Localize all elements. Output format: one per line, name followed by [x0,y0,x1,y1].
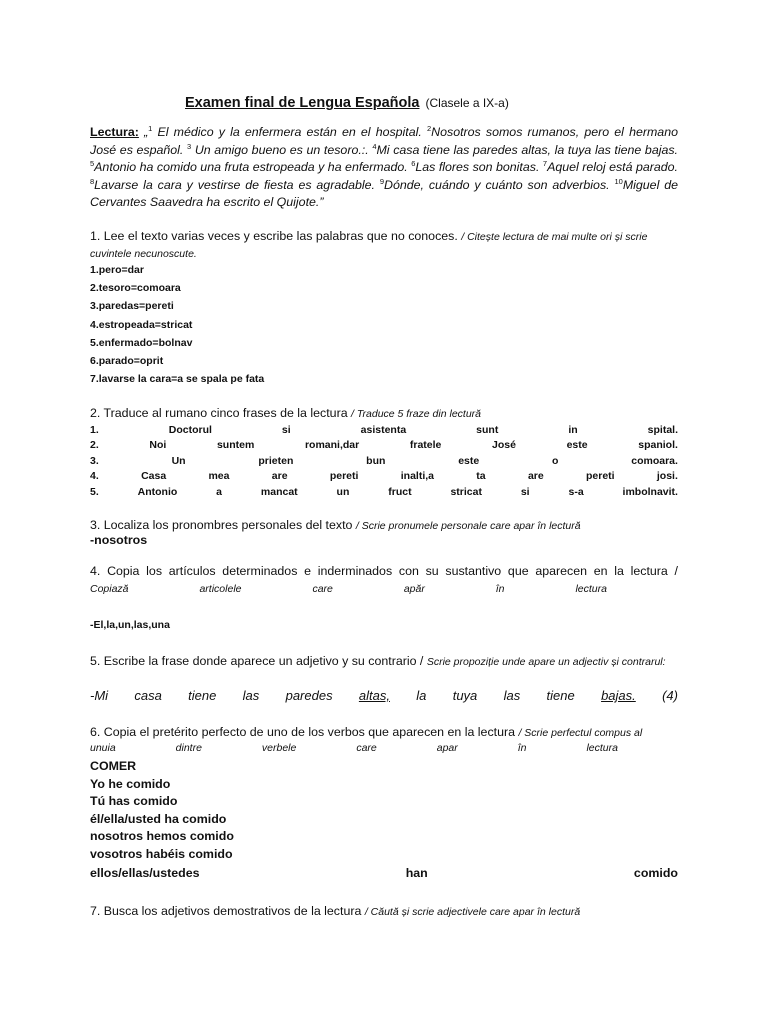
sentence-6: Las flores son bonitas. [415,160,540,175]
answer-line: 6.parado=oprit [90,355,164,368]
sentence-5: Antonio ha comido una fruta estropeada y ha enfermado. [94,160,408,175]
lectura-label: Lectura: [90,125,139,139]
translation-row-5: 5. Antonio a mancat un fruct stricat si s-a imbolnavit. [90,485,678,498]
sentence-7: Aquel reloj está parado. [547,160,678,175]
conjugation-line-last: ellos/ellas/ustedes han comido [90,866,678,880]
answer-line: 1.pero=dar [90,264,144,276]
conjugation-line: vosotros habéis comido [90,846,233,861]
answer-line: 2.tesoro=comoara [90,282,181,295]
question-2-text: 2. Traduce al rumano cinco frases de la lectura [90,406,348,420]
question-2-ro: / Traduce 5 fraze din lectură [351,408,481,420]
question-5-ro: Scrie propoziție unde apare un adjectiv și contrarul: [426,656,666,668]
page-title: Examen final de Lengua Española [185,95,420,111]
translation-row-3: 3. Un prieten bun este o comoara. [90,454,678,467]
lectura-paragraph: Lectura: „$^1$ El médico y la enfermera están en el hospital. $^2$Nosotros somos rumanos, pero el hermano José es español. $^3$ Un amigo bueno es un tesoro.:. $^4$Mi casa tiene las paredes altas, la tuya las tiene bajas. $^5$Antonio ha comido una fruta estropeada y ha enfermado. $^6$Las flores son bonitas. $^7$Aquel reloj está parado. $^8$Lavarse la cara y vestirse de fiesta es agradable. $^9$Dónde, cuándo y cuánto son adverbios. $^{10}$Miguel de Cervantes Saavedra ha escrito el Quijote.” [90,123,678,210]
translation-row-1: 1. Doctorul si asistenta sunt in spital. [90,424,678,436]
question-1-answers [90,261,678,388]
conjugation-line: él/ella/usted ha comido [90,811,227,826]
question-4-answer: -El,la,un,las,una [90,619,170,631]
question-6-ro: / Scrie perfectul compus al [518,727,643,739]
sentence-9: Dónde, cuándo y cuánto son adverbios. [384,177,610,192]
question-5-answer: -Mi casa tiene las paredes altas, la tuya las tiene bajas. (4) [90,688,678,703]
question-5 [90,653,678,670]
sentence-3: Un amigo bueno es un tesoro.:. [194,142,369,157]
question-1-ro: / Citește lectura de mai multe ori și scrie cuvintele necunoscute. [90,231,648,260]
question-1-text: 1. Lee el texto varias veces y escribe las palabras que no conoces. [90,229,458,243]
page-subtitle: (Clasele a IX-a) [425,96,509,110]
open-quote: „ [138,125,149,139]
conjugation-line: COMER [90,759,137,773]
question-3-answer: -nosotros [90,533,148,547]
question-7 [90,903,678,920]
answer-line: 7.lavarse la cara=a se spala pe fata [90,373,265,386]
question-4-text: 4. Copia los artículos determinados e inderminados con su sustantivo que aparecen en la lectura / [90,564,678,578]
question-6-ro-line: unuia dintre verbele care apar în lectura [90,742,618,754]
question-7-ro: / Căută și scrie adjectivele care apar în lectură [364,906,581,918]
sentence-10: Miguel de Cervantes Saavedra ha escrito el Quijote.” [90,177,678,210]
conjugation-line: Tú has comido [90,794,178,808]
translation-row-4: 4. Casa mea are pereti inalti,a ta are pereti josi. [90,470,678,483]
question-6 [90,724,678,741]
sentence-4: Mi casa tiene las paredes altas, la tuya las tiene bajas. [376,142,678,157]
question-4-ro: Copiază articolele care apăr în lectura [90,583,607,595]
question-3-ro: / Scrie pronumele personale care apar în lectură [355,520,581,532]
translation-rows [90,423,678,500]
question-7-text: 7. Busca los adjetivos demostrativos de la lectura [90,904,362,918]
question-6-text: 6. Copia el pretérito perfecto de uno de los verbos que aparecen en la lectura [90,725,515,739]
question-5-text: 5. Escribe la frase donde aparece un adjetivo y su contrario / [90,654,424,668]
translation-row-2: 2. Noi suntem romani,dar fratele José este spaniol. [90,439,678,452]
sentence-8: Lavarse la cara y vestirse de fiesta es agradable. [94,177,375,192]
sentence-2: Nosotros somos rumanos, pero el hermano José es español. [90,125,678,157]
sentence-1: El médico y la enfermera están en el hospital. [157,125,422,139]
answer-line: 4.estropeada=stricat [90,318,193,331]
header [185,94,509,112]
answer-line: 5.enfermado=bolnav [90,336,193,349]
conjugation-line: Yo he comido [90,776,171,791]
question-1 [90,228,678,262]
answer-line: 3.paredas=pereti [90,300,174,313]
question-2 [90,405,678,422]
conjugation-line: nosotros hemos comido [90,829,234,843]
question-3-text: 3. Localiza los pronombres personales del texto [90,518,353,532]
question-6-answers [90,758,678,863]
